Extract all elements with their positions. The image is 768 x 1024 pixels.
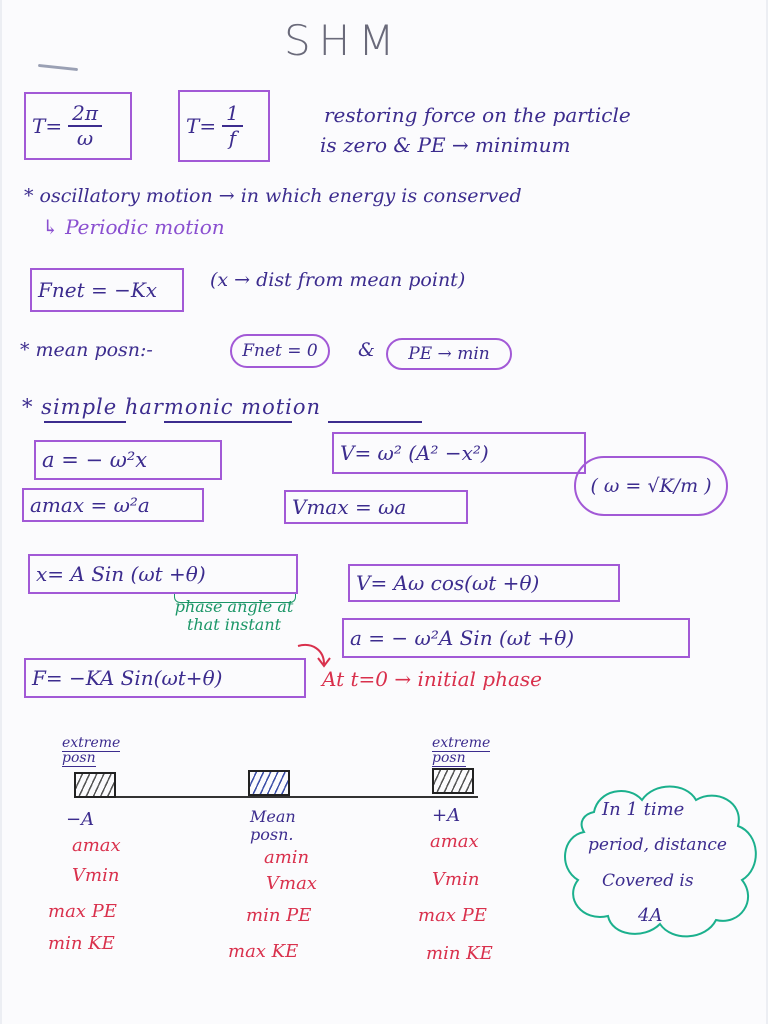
right-line-4: min KE — [426, 943, 493, 964]
omega-root-pill: ( ω = √K/m ) — [574, 456, 728, 516]
initial-phase-note: At t=0 → initial phase — [322, 667, 542, 691]
center-line-2: Vmax — [266, 873, 317, 894]
track-line — [98, 796, 478, 798]
freq-numerator: 1 — [222, 102, 243, 127]
right-line-3: max PE — [418, 905, 487, 926]
period-omega-box — [24, 92, 132, 160]
left-line-3: max PE — [48, 901, 117, 922]
page-title: SHM — [284, 16, 403, 65]
a-sin-box: a = − ω²A Sin (ωt +θ) — [342, 618, 690, 658]
cloud-line-1: In 1 time — [602, 799, 685, 820]
fnet-note: (x → dist from mean point) — [210, 269, 466, 291]
period-numerator: 2π — [68, 102, 102, 127]
restoring-note-line2: is zero & PE → minimum — [320, 133, 571, 157]
pos-right: +A — [432, 805, 461, 826]
period-lhs: T= — [32, 114, 63, 138]
right-line-2: Vmin — [432, 869, 480, 890]
center-line-1: amin — [264, 847, 310, 868]
cloud-line-4: 4A — [638, 905, 663, 926]
block-center — [248, 770, 290, 796]
cloud-line-3: Covered is — [602, 871, 694, 891]
block-right — [432, 768, 474, 794]
left-line-4: min KE — [48, 933, 115, 954]
v-cos-box: V= Aω cos(ωt +θ) — [348, 564, 620, 602]
right-line-1: amax — [430, 831, 479, 852]
freq-denominator: f — [228, 126, 237, 150]
restoring-note-line1: restoring force on the particle — [324, 103, 631, 127]
curved-arrow-icon — [294, 640, 336, 670]
extreme-left-label: extreme posn — [62, 735, 121, 767]
period-freq-box — [178, 90, 270, 162]
oscillatory-line1: * oscillatory motion → in which energy is conserved — [24, 185, 522, 207]
shm-heading: * simple harmonic motion — [22, 395, 322, 419]
vmax-box: Vmax = ωa — [284, 490, 468, 524]
and-symbol: & — [358, 339, 375, 361]
pos-center: Mean posn. — [250, 807, 296, 844]
left-line-2: Vmin — [72, 865, 120, 886]
pen-scribble — [38, 64, 78, 71]
velocity-box: V= ω² (A² −x²) — [332, 432, 586, 474]
heading-underline-2 — [164, 421, 292, 423]
fnet-box: Fnet = −Kx — [30, 268, 184, 312]
oscillatory-line2: ↳ Periodic motion — [42, 215, 225, 239]
fnet-zero-pill: Fnet = 0 — [230, 334, 330, 368]
mean-position-label: * mean posn:- — [20, 339, 153, 361]
center-line-3: min PE — [246, 905, 312, 926]
extreme-right-label: extreme posn — [432, 735, 491, 767]
center-line-4: max KE — [228, 941, 299, 962]
pos-left: −A — [66, 809, 95, 830]
heading-underline-1 — [44, 421, 126, 423]
period-denominator: ω — [76, 126, 94, 150]
left-line-1: amax — [72, 835, 121, 856]
period-fraction — [68, 102, 102, 150]
amax-box: amax = ω²a — [22, 488, 204, 522]
accel-box: a = − ω²x — [34, 440, 222, 480]
freq-lhs: T= — [186, 114, 217, 138]
pe-min-pill: PE → min — [386, 338, 512, 370]
phase-note-text: phase angle at that instant — [174, 597, 294, 635]
freq-fraction — [222, 102, 243, 150]
phase-note — [160, 598, 308, 635]
cloud-line-2: period, distance — [588, 835, 727, 855]
force-box: F= −KA Sin(ωt+θ) — [24, 658, 306, 698]
heading-underline-3 — [328, 421, 422, 423]
block-left — [74, 772, 116, 798]
displacement-box: x= A Sin (ωt +θ) — [28, 554, 298, 594]
